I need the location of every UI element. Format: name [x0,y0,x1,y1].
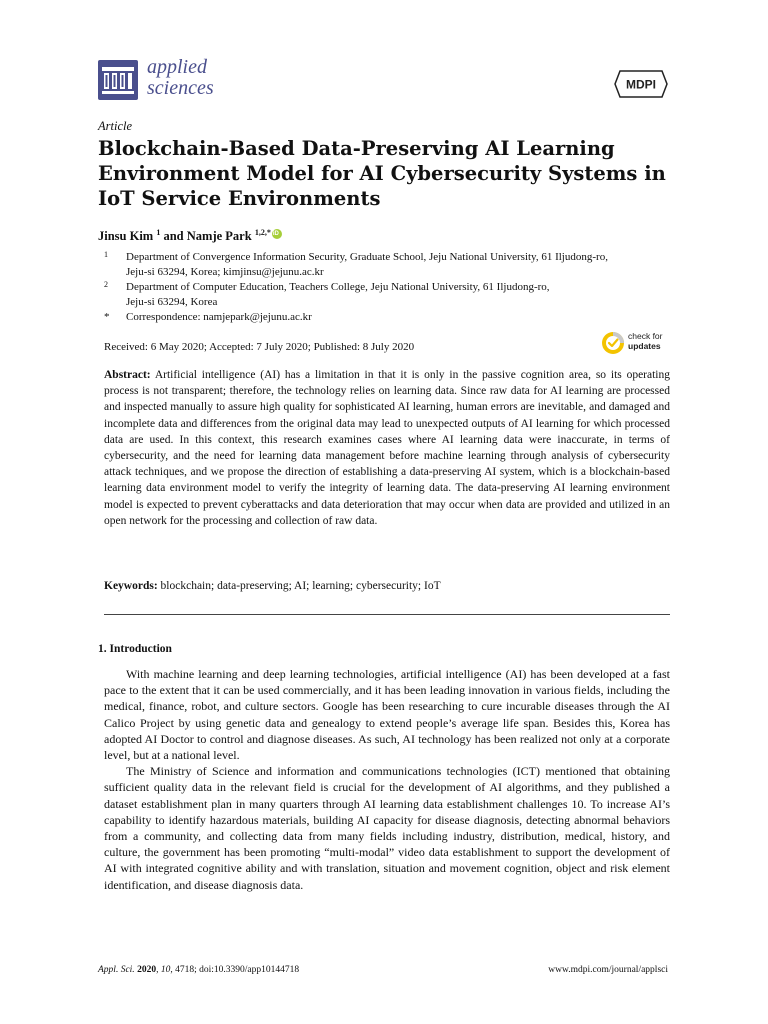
keywords [104,580,441,592]
journal-name [147,57,214,99]
journal-name-line1: applied [147,56,207,78]
correspondence [104,310,674,325]
correspondence-marker: * [104,311,110,323]
author-affiliation-marker: 1 [156,228,161,237]
citation-doi: , 4718; doi:10.3390/app10144718 [170,965,300,975]
abstract-label: Abstract: [104,369,151,381]
section-divider [104,614,670,615]
keywords-label: Keywords: [104,580,158,592]
author-name: Jinsu Kim [98,229,154,244]
article-title [98,136,698,211]
keywords-text: blockchain; data-preserving; AI; learning; cybersecurity; IoT [160,580,441,592]
body-paragraph: The Ministry of Science and information and communications technologies (ICT) mentioned that obtaining sufficient quality data in the relevant field is crucial for the development of AI algorithms, and they published a dataset establishment plan in many quarters through AI learning data establishment challenges 10. To increase AI’s capability to identify hazardous materials, building AI capacity for disease diagnosis, detecting abnormal behaviors from a community, and collecting data from many fields including industry, distribution, medical, history, and culture, the government has been promoting “multi-modal” video data establishment to support the development of AI with integrated cognitive ability and with translation, situation and movement cognition, object and risk element identification, and disease diagnosis data. [104,764,670,892]
check-for-updates-button[interactable] [601,331,673,357]
title-line: IoT Service Environments [98,187,381,210]
applied-sciences-logo-icon [98,60,138,100]
affiliation-marker: 1 [104,250,108,259]
author-affiliation-marker: 1,2,* [254,228,271,237]
title-line: Blockchain-Based Data-Preserving AI Learning [98,137,615,160]
affiliation-marker: 2 [104,280,108,289]
citation-volume: 10 [160,965,171,975]
affiliation-line: Jeju-si 63294, Korea; kimjinsu@jejunu.ac.kr [126,266,324,278]
check-updates-label [628,332,663,351]
check-updates-line2: updates [628,340,661,351]
author-name: Namje Park [186,229,252,244]
section-heading: 1. Introduction [98,643,172,655]
affiliation-line: Department of Convergence Information Security, Graduate School, Jeju National University, 61 Iljudong-ro, [126,251,608,263]
title-line: Environment Model for AI Cybersecurity Systems in [98,162,666,185]
body-paragraph: With machine learning and deep learning technologies, artificial intelligence (AI) has been developed at a fast pace to the extent that it can be used commercially, and it has been leading innovation in various fields, including the medical, finance, robot, and culture sectors. Google has been researching to cure incurable diseases through the AI Calico Project by using genetic data and genealogy to extend people’s average life span. Besides this, Korea has adopted AI Doctor to control and diagnose diseases. As such, AI technology has been realized not only at a corporate level, but at a national level. [104,667,670,763]
abstract [104,367,670,529]
affiliations [104,250,674,325]
authors [98,228,282,244]
section-body [104,666,670,893]
author-connector: and [160,229,187,244]
correspondence-text: Correspondence: namjepark@jejunu.ac.kr [126,311,312,323]
publication-history: Received: 6 May 2020; Accepted: 7 July 2020; Published: 8 July 2020 [104,341,415,353]
journal-name-line2: sciences [147,77,214,99]
article-type: Article [98,119,133,133]
affiliation [104,250,674,280]
mdpi-logo-icon [614,70,668,98]
check-updates-icon [601,331,625,355]
citation-year: 2020 [137,965,157,975]
abstract-text: Artificial intelligence (AI) has a limitation in that it is only in the passive cognition area, so its operating process is not transparent; therefore, the technology relies on learning data. Since raw data for AI learning are processed and inspected manually to assure high quality for sophisticated AI learning, human errors are inevitable, and damaged and incomplete data and differences from the original data may lead to unexpected outputs of AI learning for which processed data are used. In this context, this research examines cases where AI learning data were inaccurate, in terms of cybersecurity, and the need for learning data management before machine learning through analysis of cybersecurity attack techniques, and we propose the direction of establishing a data-preserving AI system, which is a blockchain-based learning data environment model to verify the integrity of learning data. The data-preserving AI learning environment model is expected to prevent cyberattacks and data deterioration that may occur when data are provided and utilized in an open network for the processing and collection of raw data. [104,369,670,527]
svg-text:MDPI: MDPI [626,77,656,92]
affiliation-line: Jeju-si 63294, Korea [126,296,218,308]
journal-abbrev: Appl. Sci. [98,965,135,975]
affiliation-line: Department of Computer Education, Teachers College, Jeju National University, 61 Iljudong-ro, [126,281,550,293]
check-updates-line1: check for [628,331,663,341]
journal-website-link[interactable]: www.mdpi.com/journal/applsci [548,965,668,975]
affiliation [104,280,674,310]
orcid-icon[interactable] [272,229,282,239]
citation-footer: Appl. Sci. 2020, 10, 4718; doi:10.3390/app10144718 [98,965,300,975]
